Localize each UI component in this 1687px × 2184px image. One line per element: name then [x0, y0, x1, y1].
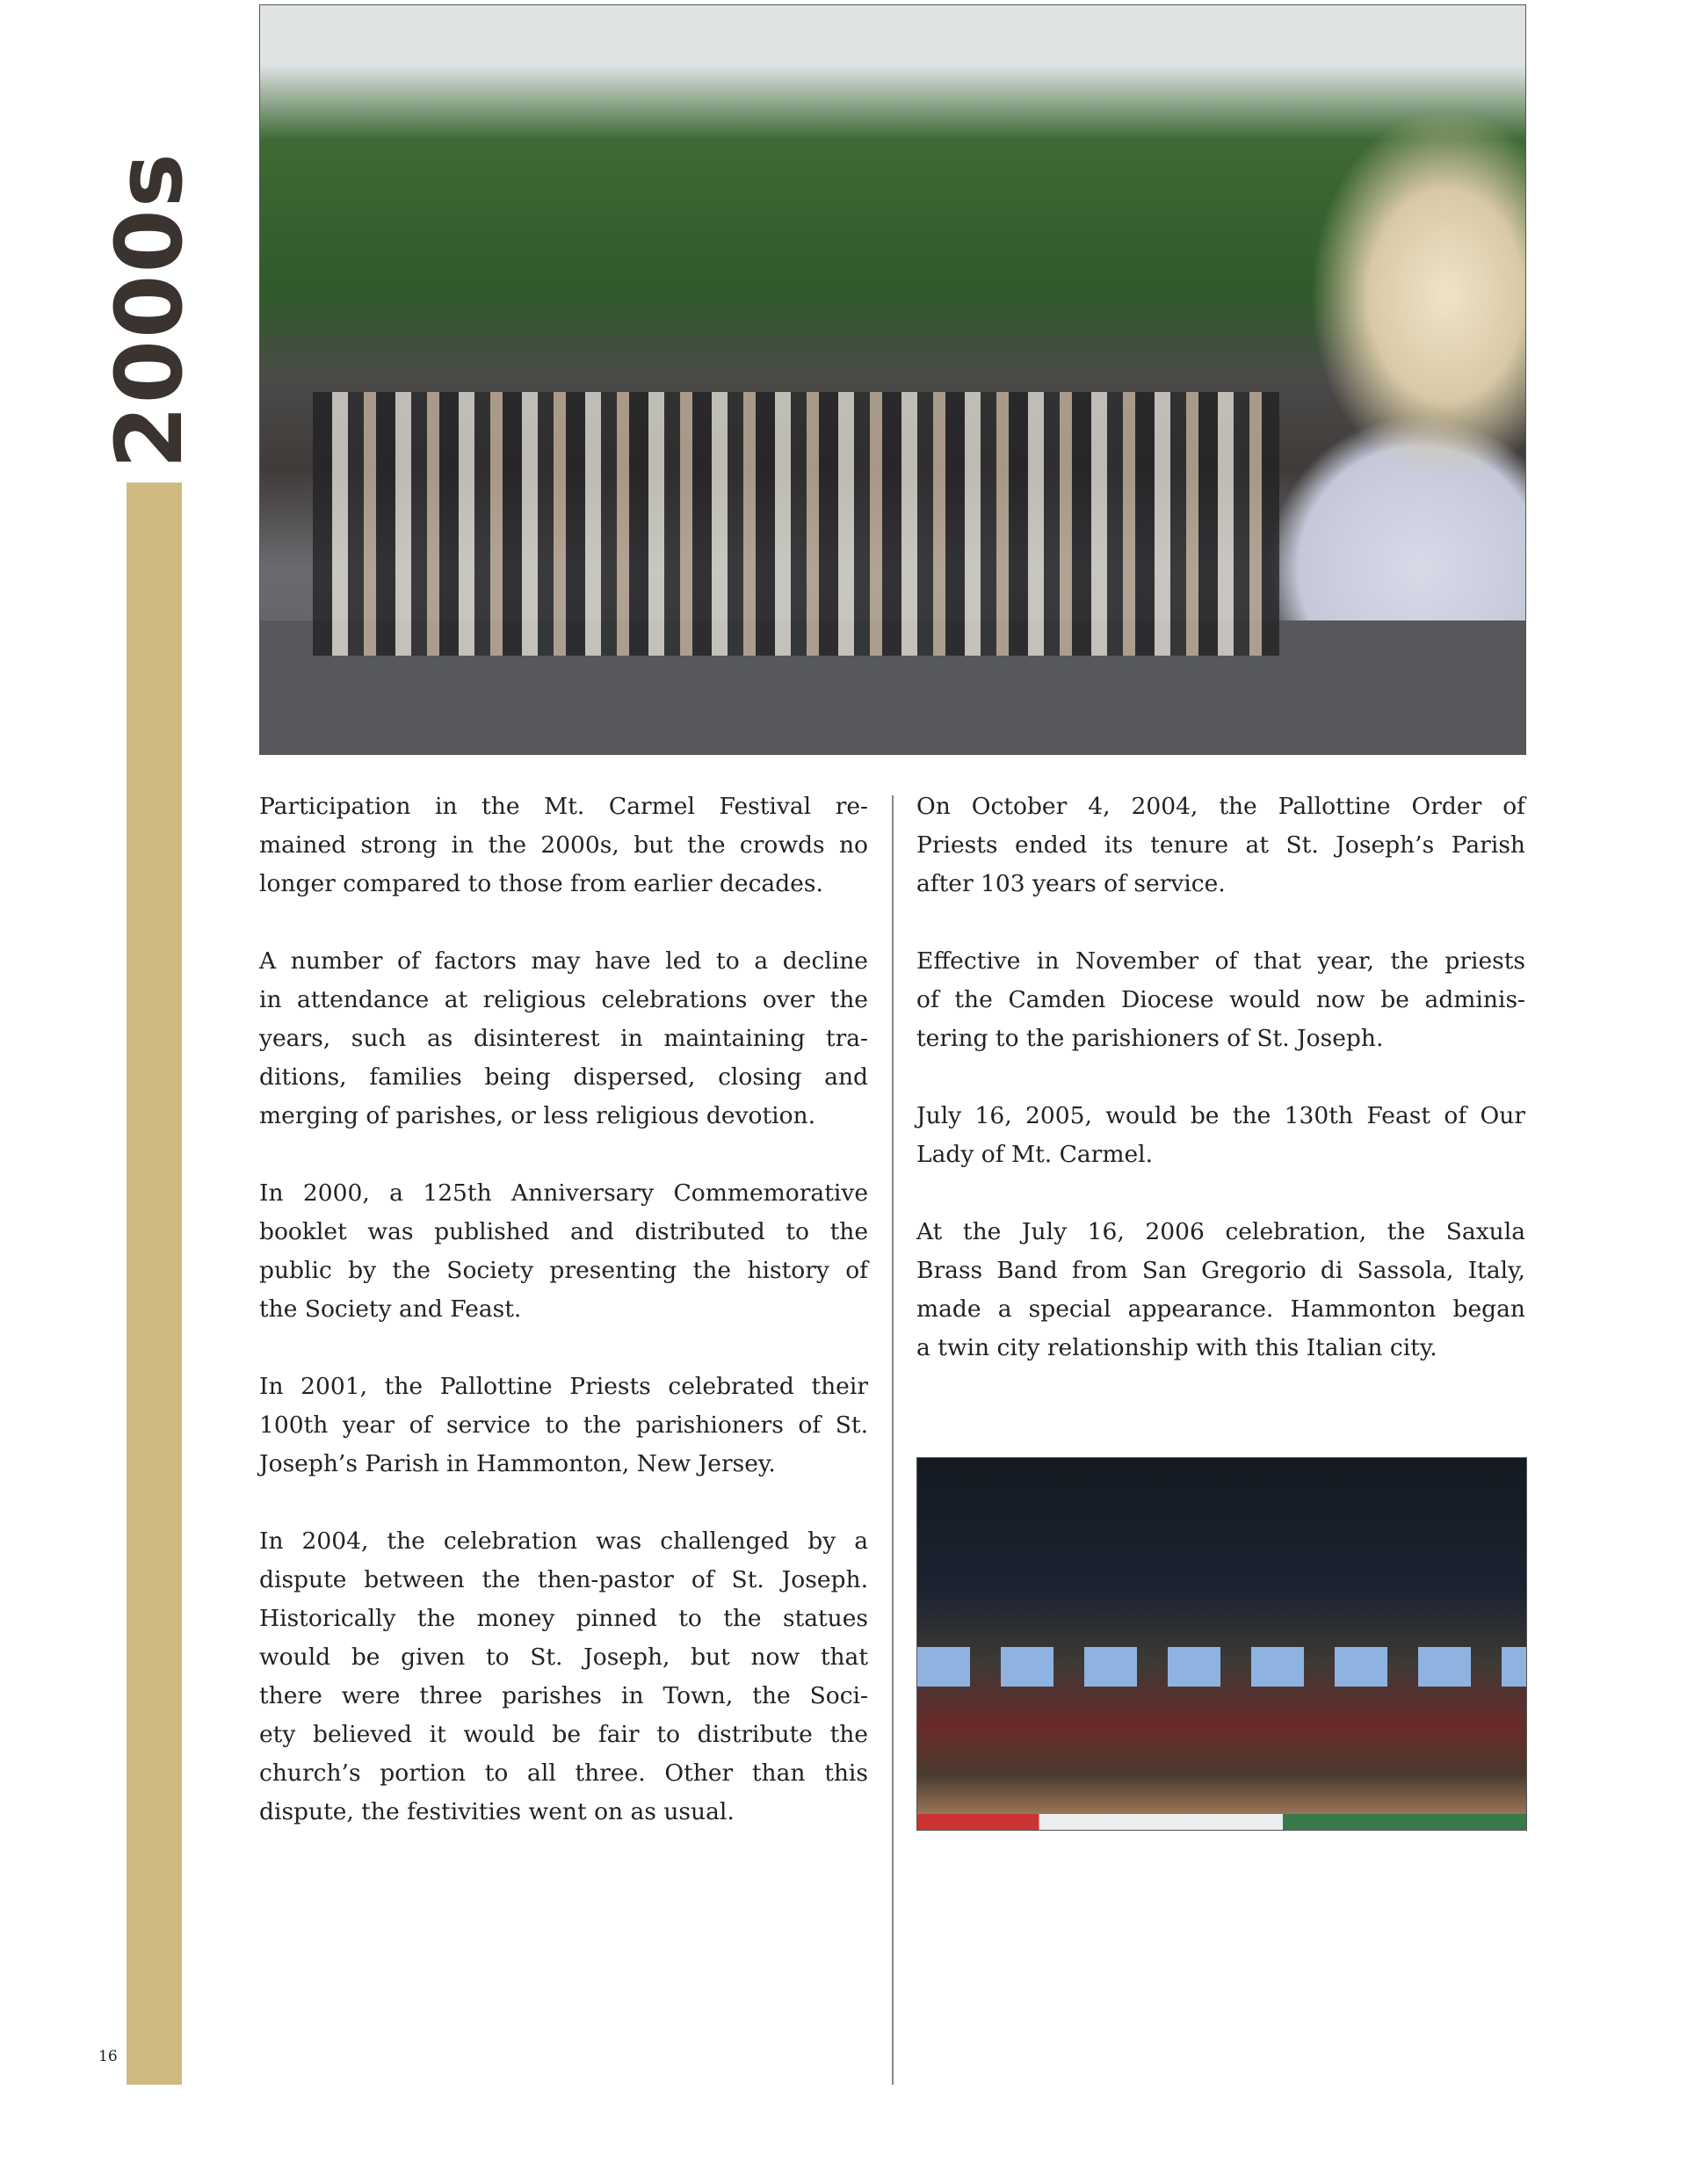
text-line: In 2004, the celebration was challenged by a [259, 1527, 868, 1555]
text-line: A number of factors may have led to a decline [259, 947, 868, 975]
text-line: July 16, 2005, would be the 130th Feast of Our [916, 1102, 1525, 1129]
page-number: 16 [98, 2048, 118, 2065]
text-line: after 103 years of service. [916, 870, 1226, 897]
text-line: tering to the parishioners of St. Joseph. [916, 1025, 1384, 1052]
festival-procession-photo [259, 4, 1526, 755]
decade-heading [96, 151, 203, 469]
text-line: Effective in November of that year, the priests [916, 947, 1525, 975]
text-line: In 2001, the Pallottine Priests celebrated their [259, 1373, 868, 1400]
paragraph [259, 1522, 868, 1832]
paragraph [916, 1097, 1525, 1174]
brass-band-photo [916, 1457, 1527, 1831]
text-line: public by the Society presenting the history of [259, 1257, 868, 1284]
text-line: On October 4, 2004, the Pallottine Order of [916, 793, 1525, 820]
text-line: ety believed it would be fair to distribute the [259, 1721, 868, 1748]
text-line: mained strong in the 2000s, but the crowds no [259, 831, 868, 859]
text-line: longer compared to those from earlier decades. [259, 870, 823, 897]
paragraph [259, 1368, 868, 1484]
photo-crowd [313, 392, 1279, 656]
text-line: Lady of Mt. Carmel. [916, 1141, 1154, 1168]
text-line: At the July 16, 2006 celebration, the Saxula [916, 1218, 1525, 1245]
text-line: would be given to St. Joseph, but now that [259, 1643, 868, 1671]
photo-flag-banner [917, 1814, 1526, 1830]
left-column [259, 787, 868, 1870]
text-line: Brass Band from San Gregorio di Sassola, Italy, [916, 1257, 1525, 1284]
photo-music-stands [917, 1647, 1526, 1687]
paragraph [916, 942, 1525, 1058]
right-column [916, 787, 1525, 1406]
text-line: dispute between the then-pastor of St. Joseph. [259, 1566, 868, 1593]
text-line: there were three parishes in Town, the Soci- [259, 1682, 868, 1709]
text-line: years, such as disinterest in maintaining tra- [259, 1025, 868, 1052]
text-line: Joseph’s Parish in Hammonton, New Jersey. [259, 1450, 776, 1477]
decorative-gold-bar [127, 483, 182, 2085]
text-line: the Society and Feast. [259, 1295, 522, 1323]
text-line: a twin city relationship with this Italian city. [916, 1334, 1437, 1361]
paragraph [259, 1174, 868, 1329]
paragraph [259, 787, 868, 903]
paragraph [916, 1213, 1525, 1368]
text-line: booklet was published and distributed to the [259, 1218, 868, 1245]
text-line: In 2000, a 125th Anniversary Commemorative [259, 1179, 868, 1207]
text-line: ditions, families being dispersed, closing and [259, 1063, 868, 1091]
text-line: 100th year of service to the parishioners of St. [259, 1411, 868, 1439]
text-line: Participation in the Mt. Carmel Festival re- [259, 793, 868, 820]
decade-label: 2000s [96, 151, 203, 469]
text-line: made a special appearance. Hammonton began [916, 1295, 1525, 1323]
text-line: merging of parishes, or less religious devotion. [259, 1102, 816, 1129]
paragraph [259, 942, 868, 1136]
paragraph [916, 787, 1525, 903]
text-line: Historically the money pinned to the statues [259, 1605, 868, 1632]
text-line: of the Camden Diocese would now be adminis- [916, 986, 1525, 1013]
column-divider [892, 795, 894, 2085]
text-line: church’s portion to all three. Other than this [259, 1760, 868, 1787]
text-line: in attendance at religious celebrations over the [259, 986, 868, 1013]
text-line: Priests ended its tenure at St. Joseph’s Parish [916, 831, 1525, 859]
text-line: dispute, the festivities went on as usual. [259, 1798, 735, 1825]
